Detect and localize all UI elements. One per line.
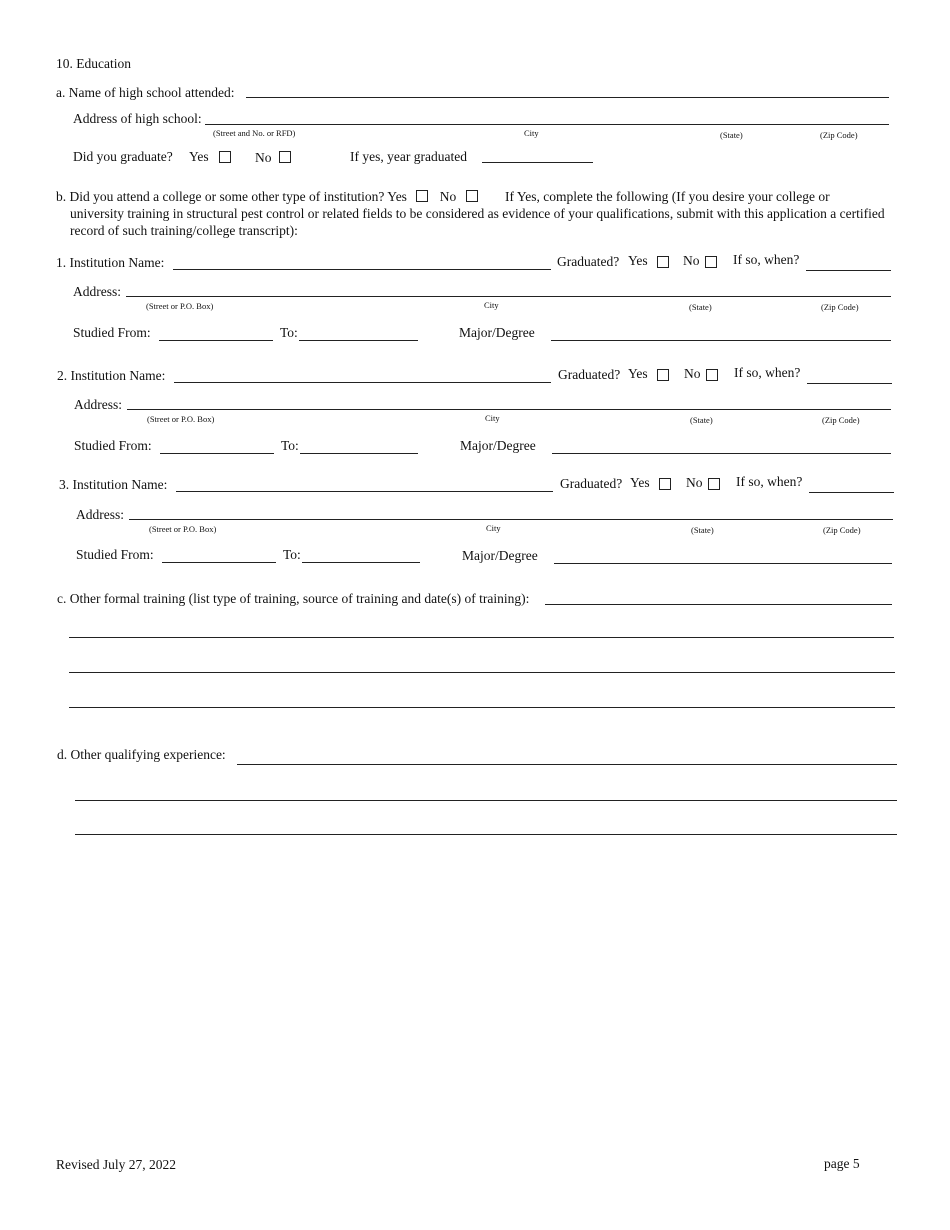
institution-1-yes-label: Yes: [628, 253, 648, 268]
institution-1-when-label: If so, when?: [733, 252, 800, 267]
college-no-label: No: [439, 189, 457, 204]
college-instruction: If Yes, complete the following (If you desire your college or: [504, 189, 830, 204]
high-school-street-caption: (Street and No. or RFD): [213, 128, 296, 138]
graduate-yes-label: Yes: [189, 149, 209, 164]
institution-3-street-caption: (Street or P.O. Box): [149, 524, 217, 534]
college-yes-checkbox[interactable]: [416, 190, 428, 202]
other-experience-field-line-2[interactable]: [75, 800, 897, 801]
institution-3-graduated-label: Graduated?: [560, 476, 623, 491]
institution-2-major-label: Major/Degree: [460, 438, 536, 453]
institution-1-major-label: Major/Degree: [459, 325, 535, 340]
high-school-city-caption: City: [524, 128, 539, 138]
high-school-address-field[interactable]: [205, 124, 889, 125]
institution-1-street-caption: (Street or P.O. Box): [146, 301, 214, 311]
institution-2-studied-from-field[interactable]: [160, 453, 274, 454]
institution-2-when-field[interactable]: [807, 383, 892, 384]
institution-3-city-caption: City: [486, 523, 501, 533]
graduate-question: Did you graduate?: [73, 149, 173, 164]
other-experience-field-line-3[interactable]: [75, 834, 897, 835]
institution-1-name-field[interactable]: [173, 269, 551, 270]
section-title: 10. Education: [56, 56, 131, 71]
institution-3-address-label: Address:: [76, 507, 124, 522]
institution-2-state-caption: (State): [690, 415, 713, 425]
institution-3-major-label: Major/Degree: [462, 548, 538, 563]
high-school-address-label: Address of high school:: [73, 111, 202, 126]
institution-2-street-caption: (Street or P.O. Box): [147, 414, 215, 424]
institution-2-to-label: To:: [281, 438, 299, 453]
college-question-paragraph: [56, 188, 886, 239]
institution-1-studied-from-label: Studied From:: [73, 325, 151, 340]
high-school-name-field[interactable]: [246, 97, 889, 98]
institution-3-to-label: To:: [283, 547, 301, 562]
revision-date: Revised July 27, 2022: [56, 1157, 176, 1172]
institution-3-zip-caption: (Zip Code): [823, 525, 861, 535]
high-school-zip-caption: (Zip Code): [820, 130, 858, 140]
institution-3-name-field[interactable]: [176, 491, 553, 492]
other-training-label: c. Other formal training (list type of training, source of training and date(s) of training):: [57, 591, 530, 606]
institution-2-address-field[interactable]: [127, 409, 891, 410]
institution-1-state-caption: (State): [689, 302, 712, 312]
institution-3-name-label: 3. Institution Name:: [59, 477, 168, 492]
institution-1-address-field[interactable]: [126, 296, 891, 297]
institution-1-graduated-label: Graduated?: [557, 254, 620, 269]
institution-2-no-label: No: [684, 366, 701, 381]
other-experience-field-line-1[interactable]: [237, 764, 897, 765]
institution-3-no-checkbox[interactable]: [708, 478, 720, 490]
institution-2-name-label: 2. Institution Name:: [57, 368, 166, 383]
institution-3-when-field[interactable]: [809, 492, 894, 493]
institution-2-no-checkbox[interactable]: [706, 369, 718, 381]
other-training-field-line-2[interactable]: [69, 637, 894, 638]
institution-3-address-field[interactable]: [129, 519, 893, 520]
other-experience-label: d. Other qualifying experience:: [57, 747, 226, 762]
college-question: b. Did you attend a college or some other type of institution? Yes: [56, 189, 407, 204]
institution-1-name-label: 1. Institution Name:: [56, 255, 165, 270]
institution-2-graduated-label: Graduated?: [558, 367, 621, 382]
institution-3-major-field[interactable]: [554, 563, 892, 564]
institution-2-zip-caption: (Zip Code): [822, 415, 860, 425]
year-graduated-label: If yes, year graduated: [350, 149, 467, 164]
institution-3-studied-from-field[interactable]: [162, 562, 276, 563]
institution-2-to-field[interactable]: [300, 453, 418, 454]
institution-3-studied-from-label: Studied From:: [76, 547, 154, 562]
institution-2-major-field[interactable]: [552, 453, 891, 454]
graduate-yes-checkbox[interactable]: [219, 151, 231, 163]
other-training-field-line-1[interactable]: [545, 604, 892, 605]
institution-1-when-field[interactable]: [806, 270, 891, 271]
institution-1-zip-caption: (Zip Code): [821, 302, 859, 312]
institution-1-to-label: To:: [280, 325, 298, 340]
institution-2-name-field[interactable]: [174, 382, 551, 383]
institution-2-yes-label: Yes: [628, 366, 648, 381]
institution-2-studied-from-label: Studied From:: [74, 438, 152, 453]
institution-1-major-field[interactable]: [551, 340, 891, 341]
institution-1-no-label: No: [683, 253, 700, 268]
page-number: page 5: [824, 1156, 860, 1171]
institution-1-yes-checkbox[interactable]: [657, 256, 669, 268]
institution-2-when-label: If so, when?: [734, 365, 801, 380]
institution-1-to-field[interactable]: [299, 340, 418, 341]
institution-3-state-caption: (State): [691, 525, 714, 535]
institution-2-address-label: Address:: [74, 397, 122, 412]
institution-3-yes-label: Yes: [630, 475, 650, 490]
institution-3-to-field[interactable]: [302, 562, 420, 563]
institution-2-yes-checkbox[interactable]: [657, 369, 669, 381]
institution-1-studied-from-field[interactable]: [159, 340, 273, 341]
institution-3-when-label: If so, when?: [736, 474, 803, 489]
other-training-field-line-3[interactable]: [69, 672, 895, 673]
institution-3-yes-checkbox[interactable]: [659, 478, 671, 490]
institution-2-city-caption: City: [485, 413, 500, 423]
other-training-field-line-4[interactable]: [69, 707, 895, 708]
institution-3-no-label: No: [686, 475, 703, 490]
institution-1-address-label: Address:: [73, 284, 121, 299]
college-no-checkbox[interactable]: [466, 190, 478, 202]
high-school-name-label: a. Name of high school attended:: [56, 85, 235, 100]
graduate-no-checkbox[interactable]: [279, 151, 291, 163]
institution-1-city-caption: City: [484, 300, 499, 310]
institution-1-no-checkbox[interactable]: [705, 256, 717, 268]
year-graduated-field[interactable]: [482, 162, 593, 163]
graduate-no-label: No: [255, 150, 272, 165]
high-school-state-caption: (State): [720, 130, 743, 140]
college-instruction-rest: university training in structural pest control or related fields to be considered as evidence of your qualifications, submit with this application a certified record of such training/college transcript):: [70, 206, 885, 238]
